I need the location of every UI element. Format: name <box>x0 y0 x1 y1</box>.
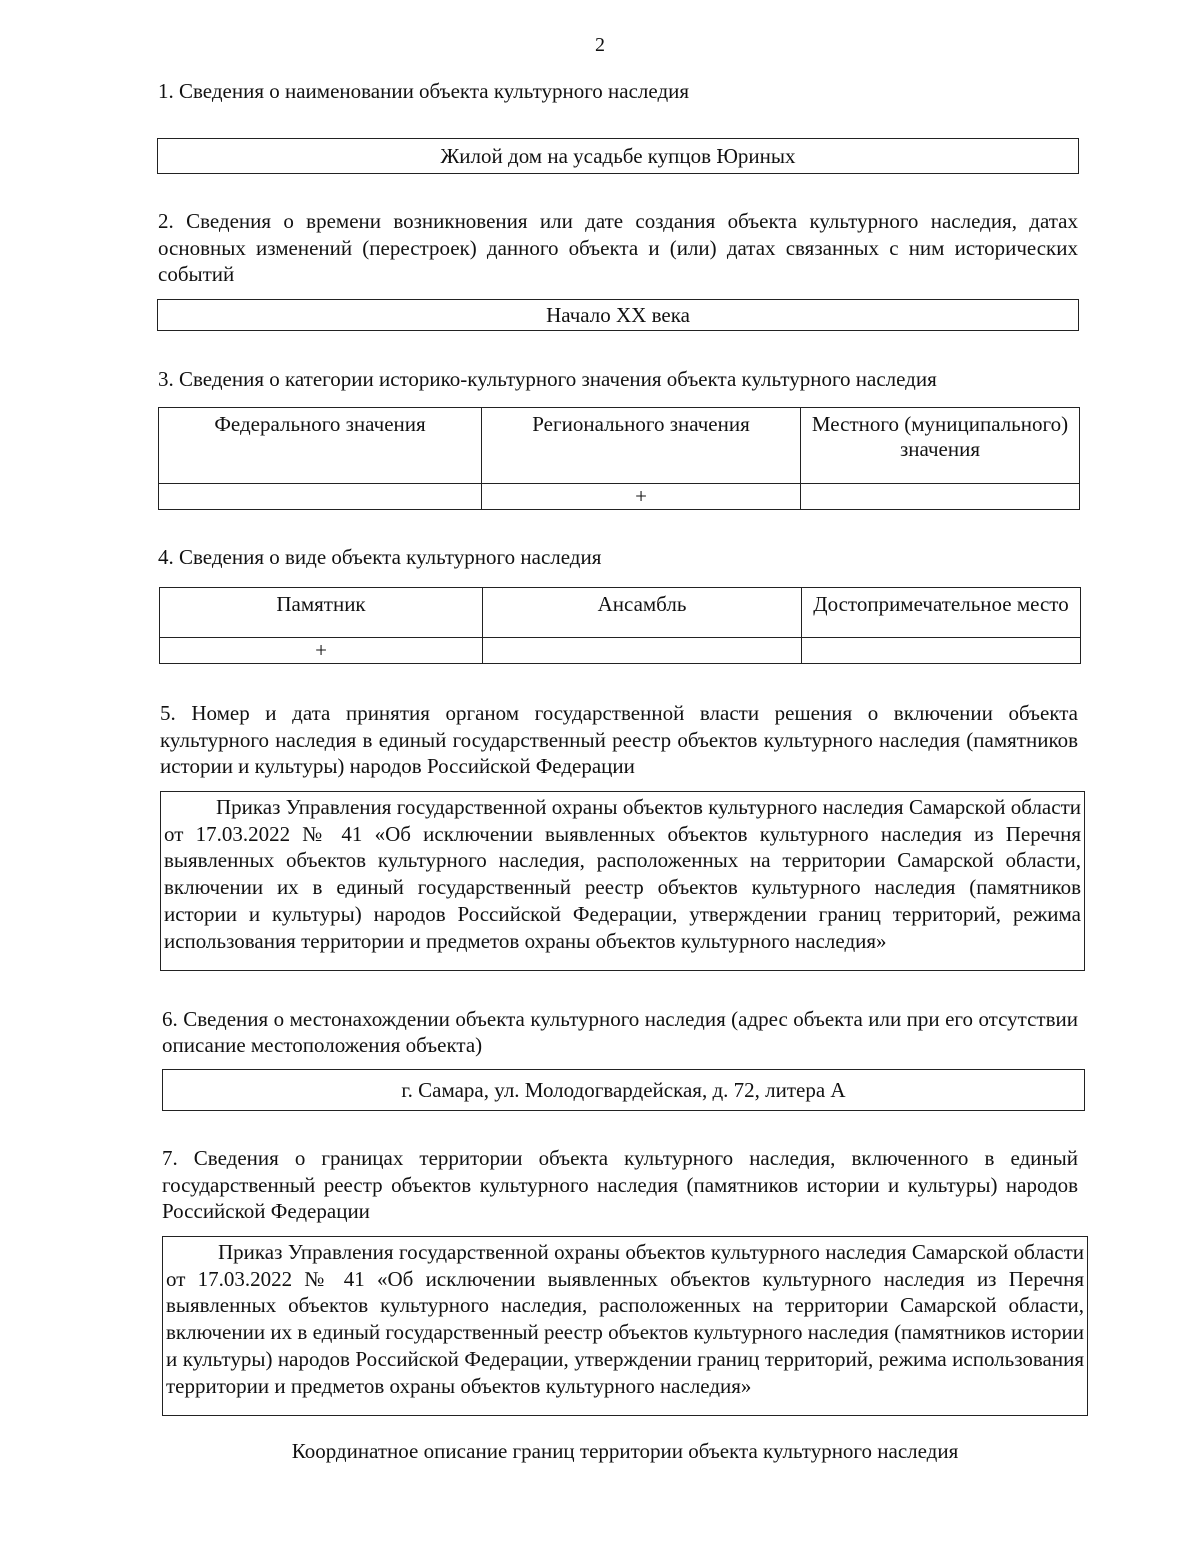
category-federal: Федерального значения <box>159 408 482 484</box>
creation-date-value: Начало XX века <box>546 303 690 327</box>
category-header-row <box>159 408 1080 484</box>
object-name-value: Жилой дом на усадьбе купцов Юриных <box>440 144 796 168</box>
type-mark-monument: + <box>160 638 483 664</box>
type-header-row <box>160 588 1081 638</box>
category-regional: Регионального значения <box>482 408 801 484</box>
registry-order-box <box>160 791 1085 971</box>
category-mark-row <box>159 484 1080 510</box>
type-landmark: Достопримечательное место <box>802 588 1081 638</box>
category-mark-federal <box>159 484 482 510</box>
category-mark-regional: + <box>482 484 801 510</box>
section-4-heading: 4. Сведения о виде объекта культурного наследия <box>158 545 602 569</box>
page-number: 2 <box>595 34 605 56</box>
type-mark-ensemble <box>483 638 802 664</box>
category-table <box>158 407 1080 510</box>
registry-order-text: Приказ Управления государственной охраны объектов культурного наследия Самарской области от 17.03.2022 № 41 «Об исключении выявленных объектов культурного наследия из Перечня выявленных объектов культурного наследия, расположенных на территории Самарской области, включении их в единый государственный реестр объектов культурного наследия (памятников истории и культуры) народов Российской Федерации, утверждении границ территорий, режима использования территории и предметов охраны объектов культурного наследия» <box>164 795 1081 953</box>
type-mark-row <box>160 638 1081 664</box>
address-value: г. Самара, ул. Молодогвардейская, д. 72, литера А <box>401 1078 846 1102</box>
creation-date-box <box>157 299 1079 331</box>
coordinates-caption: Координатное описание границ территории объекта культурного наследия <box>291 1439 959 1463</box>
section-6-heading: 6. Сведения о местонахождении объекта культурного наследия (адрес объекта или при его отсутствии описание местоположения объекта) <box>162 1007 1078 1057</box>
category-local: Местного (муниципального) значения <box>801 408 1080 484</box>
section-2-heading: 2. Сведения о времени возникновения или дате создания объекта культурного наследия, датах основных изменений (перестроек) данного объекта и (или) датах связанных с ним исторических событий <box>158 209 1078 286</box>
object-name-box <box>157 138 1079 174</box>
category-mark-local <box>801 484 1080 510</box>
section-7-heading: 7. Сведения о границах территории объекта культурного наследия, включенного в единый государственный реестр объектов культурного наследия (памятников истории и культуры) народов Российской Федерации <box>162 1146 1078 1223</box>
type-mark-landmark <box>802 638 1081 664</box>
address-box <box>162 1069 1085 1111</box>
object-type-table <box>159 587 1081 664</box>
boundaries-order-text: Приказ Управления государственной охраны объектов культурного наследия Самарской области от 17.03.2022 № 41 «Об исключении выявленных объектов культурного наследия из Перечня выявленных объектов культурного наследия, расположенных на территории Самарской области, включении их в единый государственный реестр объектов культурного наследия (памятников истории и культуры) народов Российской Федерации, утверждении границ территорий, режима использования территории и предметов охраны объектов культурного наследия» <box>166 1240 1084 1398</box>
type-ensemble: Ансамбль <box>483 588 802 638</box>
section-5-heading: 5. Номер и дата принятия органом государственной власти решения о включении объекта культурного наследия в единый государственный реестр объектов культурного наследия (памятников истории и культуры) народов Российской Федерации <box>160 701 1078 778</box>
section-3-heading: 3. Сведения о категории историко-культурного значения объекта культурного наследия <box>158 367 937 391</box>
type-monument: Памятник <box>160 588 483 638</box>
boundaries-order-box <box>162 1236 1088 1416</box>
section-1-heading: 1. Сведения о наименовании объекта культурного наследия <box>158 79 690 103</box>
